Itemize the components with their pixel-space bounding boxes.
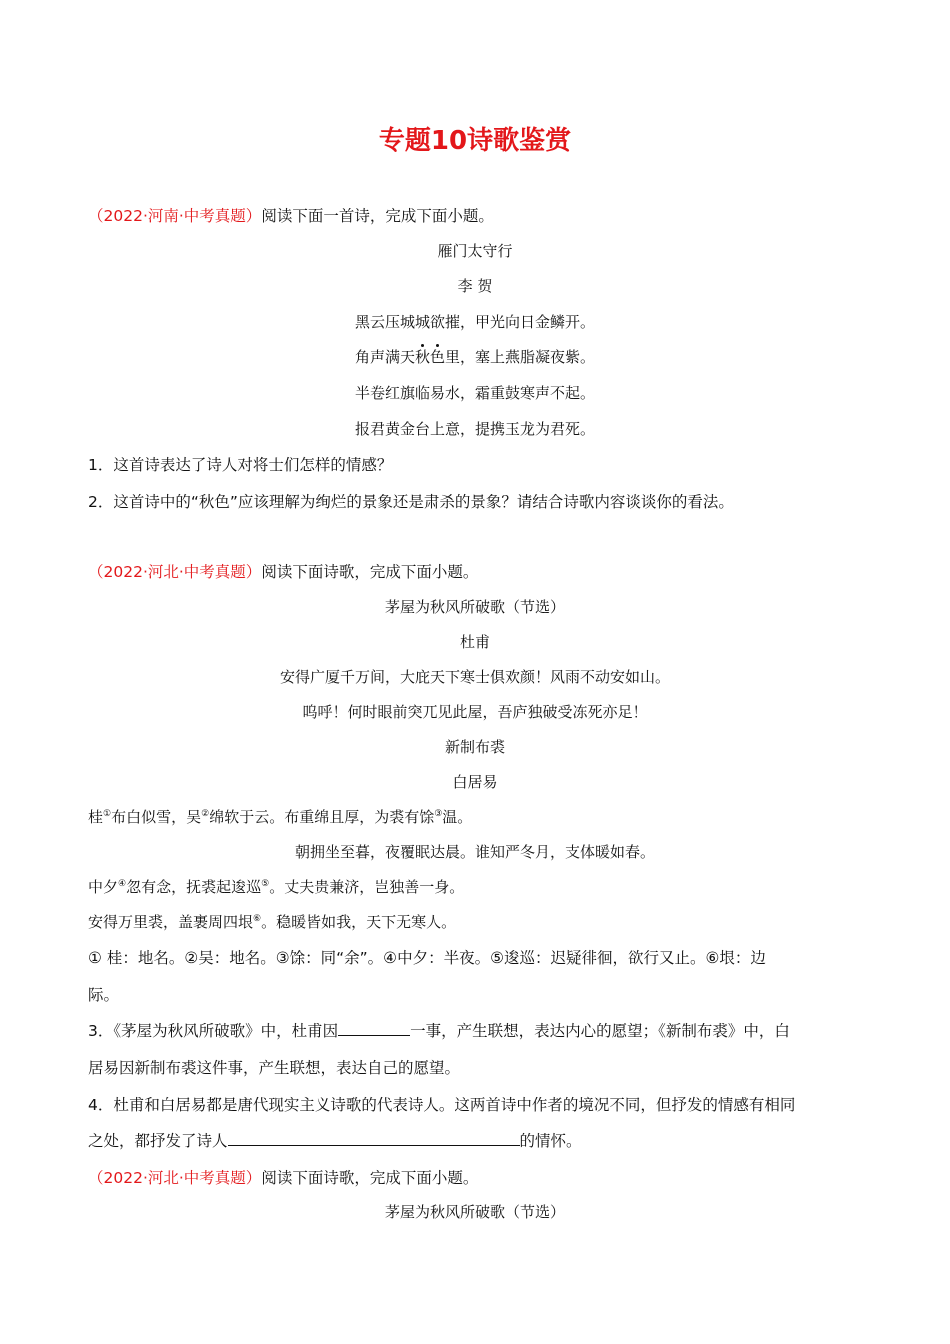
footnote-mark: ① bbox=[103, 809, 112, 819]
footnote-mark: ② bbox=[201, 809, 210, 819]
question-source bbox=[88, 560, 478, 582]
source-tag: （2022·河北·中考真题） bbox=[88, 1169, 262, 1187]
question-3: 3．《茅屋为秋风所破歌》中，杜甫因 一事，产生联想，表达内心的愿望；《新制布裘》中，白 bbox=[88, 1022, 790, 1040]
question-4: 4．杜甫和白居易都是唐代现实主义诗歌的代表诗人。这两首诗中作者的境况不同，但抒发的情感有相同 bbox=[88, 1096, 796, 1114]
poem-line: 中夕④忽有念，抚裘起逡巡⑤。丈夫贵兼济，岂独善一身。 bbox=[88, 878, 465, 896]
answer-blank[interactable] bbox=[228, 1131, 520, 1146]
emphasis-char: 秋 bbox=[414, 348, 430, 366]
footnote-mark: ③ bbox=[434, 809, 443, 819]
poem-author: 白居易 bbox=[452, 773, 498, 791]
poem-line: 安得万里裘，盖裹周四垠⑥。稳暖皆如我，天下无寒人。 bbox=[88, 913, 457, 931]
question-source bbox=[88, 1166, 478, 1188]
source-tag: （2022·河南·中考真题） bbox=[88, 207, 262, 225]
poem-line: 安得广厦千万间，大庇天下寒士俱欢颜！风雨不动安如山。 bbox=[279, 668, 670, 686]
annotation-notes: ① 桂：地名。②吴：地名。③馀：同“余”。④中夕：半夜。⑤逡巡：迟疑徘徊，欲行又止。⑥垠：边 bbox=[88, 949, 766, 967]
poem-line: 角声满天秋色里，塞上燕脂凝夜紫。 bbox=[354, 348, 596, 366]
question-source bbox=[88, 204, 494, 226]
poem-title: 雁门太守行 bbox=[437, 242, 513, 260]
poem-line: 朝拥坐至暮，夜覆眠达晨。谁知严冬月，支体暖如春。 bbox=[294, 843, 655, 861]
answer-blank[interactable] bbox=[338, 1021, 410, 1036]
source-tag: （2022·河北·中考真题） bbox=[88, 563, 262, 581]
poem-author: 李 贺 bbox=[457, 277, 493, 295]
question-1: 1．这首诗表达了诗人对将士们怎样的情感？ bbox=[88, 456, 393, 474]
question-4-cont: 之处，都抒发了诗人 的情怀。 bbox=[88, 1132, 582, 1150]
poem-line: 报君黄金台上意，提携玉龙为君死。 bbox=[354, 420, 595, 438]
poem-title: 茅屋为秋风所破歌（节选） bbox=[384, 598, 565, 616]
footnote-mark: ⑤ bbox=[261, 879, 270, 889]
emphasis-char: 色 bbox=[430, 348, 446, 366]
poem-line: 桂①布白似雪，吴②绵软于云。布重绵且厚，为裘有馀③温。 bbox=[88, 808, 473, 826]
instruction: 阅读下面诗歌，完成下面小题。 bbox=[261, 1169, 479, 1187]
poem-title: 新制布裘 bbox=[444, 738, 505, 756]
page-title: 专题10诗歌鉴赏 bbox=[378, 126, 572, 156]
poem-line: 呜呼！何时眼前突兀见此屋，吾庐独破受冻死亦足！ bbox=[302, 703, 648, 721]
question-3-cont: 居易因新制布裘这件事，产生联想，表达自己的愿望。 bbox=[88, 1059, 461, 1077]
question-2: 2．这首诗中的“秋色”应该理解为绚烂的景象还是肃杀的景象？请结合诗歌内容谈谈你的看法。 bbox=[88, 493, 734, 511]
poem-author: 杜甫 bbox=[459, 633, 490, 651]
footnote-mark: ④ bbox=[118, 879, 127, 889]
poem-line: 半卷红旗临易水，霜重鼓寒声不起。 bbox=[354, 384, 595, 402]
poem-line: 黑云压城城欲摧，甲光向日金鳞开。 bbox=[354, 313, 595, 331]
footnote-mark: ⑥ bbox=[253, 914, 262, 924]
instruction: 阅读下面诗歌，完成下面小题。 bbox=[261, 563, 479, 581]
poem-title: 茅屋为秋风所破歌（节选） bbox=[384, 1203, 565, 1221]
annotation-notes: 际。 bbox=[88, 986, 120, 1004]
instruction: 阅读下面一首诗，完成下面小题。 bbox=[261, 207, 494, 225]
